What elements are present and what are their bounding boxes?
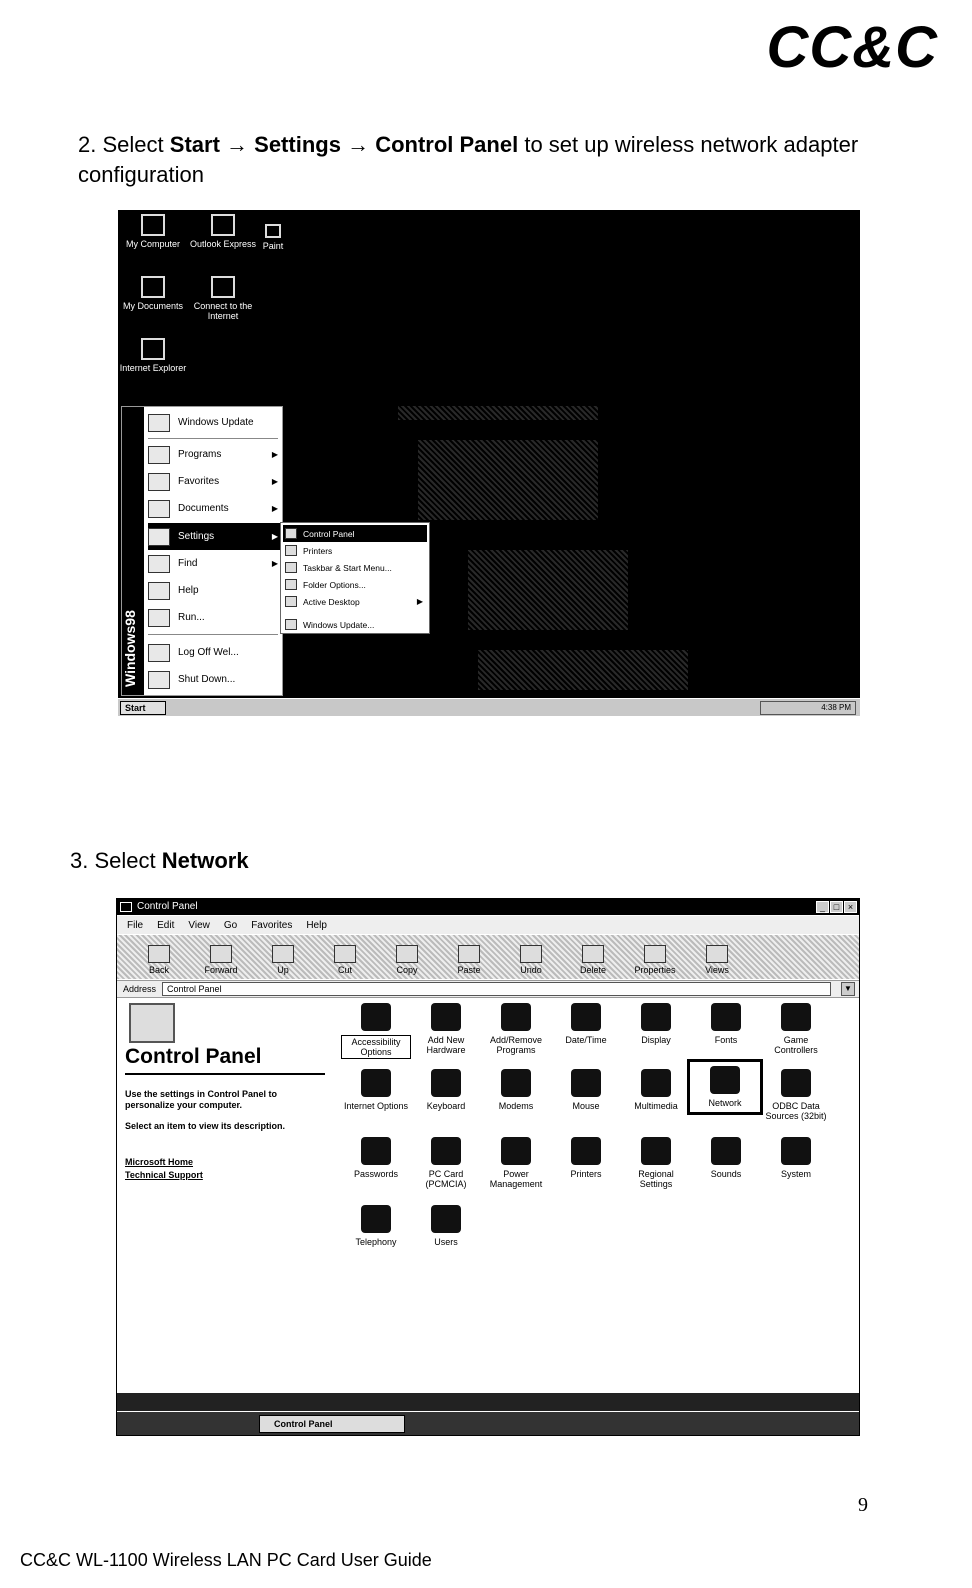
cp-add-remove-programs[interactable]: Add/Remove Programs	[481, 1003, 551, 1055]
cp-telephony[interactable]: Telephony	[341, 1205, 411, 1247]
menu-view[interactable]: View	[188, 919, 210, 931]
connect-icon	[211, 276, 235, 298]
menu-file[interactable]: File	[127, 919, 144, 931]
keys-icon	[361, 1137, 391, 1165]
printer-icon	[571, 1137, 601, 1165]
menu-run[interactable]: Run...	[148, 604, 282, 631]
shut-down-icon	[148, 671, 170, 689]
ie-icon	[141, 338, 165, 360]
menu-find[interactable]: Find ▶	[148, 550, 282, 577]
pane-title: Control Panel	[125, 1045, 262, 1068]
chevron-down-icon[interactable]: ▼	[841, 982, 855, 996]
submenu-active-desktop[interactable]: Active Desktop ▶	[283, 593, 427, 610]
help-icon	[148, 582, 170, 600]
programs-icon	[148, 446, 170, 464]
up-folder-icon	[272, 945, 294, 963]
start-button[interactable]: Start	[120, 701, 166, 715]
copy-icon	[396, 945, 418, 963]
status-bar	[117, 1393, 859, 1411]
menu-log-off[interactable]: Log Off Wel...	[148, 639, 282, 666]
submenu-arrow-icon: ▶	[271, 559, 278, 568]
background-noise	[398, 406, 598, 420]
submenu-arrow-icon: ▶	[416, 597, 423, 606]
submenu-control-panel[interactable]: Control Panel	[283, 525, 427, 542]
cp-passwords[interactable]: Passwords	[341, 1137, 411, 1179]
menu-favorites[interactable]: Favorites	[251, 919, 293, 931]
outlook-icon	[211, 214, 235, 236]
cp-display[interactable]: Display	[621, 1003, 691, 1045]
submenu-folder-options[interactable]: Folder Options...	[283, 576, 427, 593]
cp-power-management[interactable]: Power Management	[481, 1137, 551, 1189]
system-icon	[781, 1137, 811, 1165]
control-panel-window	[116, 898, 860, 1436]
telephone-icon	[361, 1205, 391, 1233]
menu-favorites[interactable]: Favorites ▶	[148, 468, 282, 495]
microsoft-home-link[interactable]: Microsoft Home	[125, 1157, 194, 1167]
start-menu	[121, 406, 283, 696]
copy-button[interactable]: Copy	[385, 945, 429, 975]
cp-network[interactable]: Network	[687, 1059, 763, 1115]
cp-internet-options[interactable]: Internet Options	[341, 1069, 411, 1111]
cp-users[interactable]: Users	[411, 1205, 481, 1247]
cp-pc-card[interactable]: PC Card (PCMCIA)	[411, 1137, 481, 1189]
desktop-icon-my-computer[interactable]: My Computer	[118, 214, 188, 249]
technical-support-link[interactable]: Technical Support	[125, 1170, 203, 1180]
taskbar	[117, 1412, 859, 1436]
minimize-icon[interactable]: _	[816, 901, 829, 913]
close-icon[interactable]: ×	[844, 901, 857, 913]
forward-button[interactable]: Forward	[199, 945, 243, 975]
background-noise	[418, 440, 598, 520]
windows-update-icon	[285, 619, 297, 630]
control-panel-large-icon	[129, 1003, 175, 1043]
cp-system[interactable]: System	[761, 1137, 831, 1179]
cp-regional-settings[interactable]: Regional Settings	[621, 1137, 691, 1189]
active-desktop-icon	[285, 596, 297, 607]
documents-icon	[148, 500, 170, 518]
address-input[interactable]: Control Panel	[162, 982, 831, 996]
power-icon	[501, 1137, 531, 1165]
menu-go[interactable]: Go	[223, 919, 238, 931]
cp-date-time[interactable]: Date/Time	[551, 1003, 621, 1045]
background-noise	[478, 650, 688, 690]
desktop-icon-connect[interactable]: Connect to the Internet	[188, 276, 258, 321]
taskbar-clock: 4:38 PM	[760, 701, 856, 715]
speaker-icon	[711, 1137, 741, 1165]
desktop-icon-outlook[interactable]: Outlook Express	[188, 214, 258, 249]
undo-button[interactable]: Undo	[509, 945, 553, 975]
step-3-instruction: 3. Select Network	[70, 848, 249, 873]
cut-button[interactable]: Cut	[323, 945, 367, 975]
paste-icon	[458, 945, 480, 963]
users-icon	[431, 1205, 461, 1233]
submenu-arrow-icon: ▶	[271, 450, 278, 459]
computer-icon	[141, 214, 165, 236]
delete-button[interactable]: Delete	[571, 945, 615, 975]
step-control-panel: Control Panel	[375, 132, 519, 157]
multimedia-icon	[641, 1069, 671, 1097]
taskbar-control-panel-button[interactable]: Control Panel	[259, 1415, 405, 1433]
taskbar	[118, 698, 860, 716]
window-titlebar: Control Panel _ □ ×	[117, 899, 859, 915]
views-button[interactable]: Views	[695, 945, 739, 975]
step-start: Start	[169, 132, 220, 157]
desktop-icon-my-documents[interactable]: My Documents	[118, 276, 188, 311]
desktop-screenshot	[118, 210, 860, 716]
paint-icon	[265, 224, 281, 238]
internet-icon	[361, 1069, 391, 1097]
menu-documents[interactable]: Documents ▶	[148, 495, 282, 522]
network-icon	[710, 1066, 740, 1094]
properties-icon	[644, 945, 666, 963]
undo-icon	[520, 945, 542, 963]
page-number: 9	[858, 1494, 868, 1516]
pane-divider	[125, 1073, 325, 1075]
web-view-pane	[125, 1003, 335, 1283]
paste-button[interactable]: Paste	[447, 945, 491, 975]
keyboard-icon	[431, 1069, 461, 1097]
toolbar	[117, 935, 859, 979]
forward-arrow-icon	[210, 945, 232, 963]
submenu-taskbar[interactable]: Taskbar & Start Menu...	[283, 559, 427, 576]
cp-sounds[interactable]: Sounds	[691, 1137, 761, 1179]
pane-hint: Select an item to view its description.	[125, 1121, 286, 1131]
menu-edit[interactable]: Edit	[157, 919, 175, 931]
delete-icon	[582, 945, 604, 963]
properties-button[interactable]: Properties	[633, 945, 677, 975]
step-2-instruction: 2. Select Start → Settings → Control Panel to set up wireless network adapter configuration	[78, 132, 859, 187]
calendar-icon	[571, 1003, 601, 1031]
folder-options-icon	[285, 579, 297, 590]
folder-icon	[141, 276, 165, 298]
cp-keyboard[interactable]: Keyboard	[411, 1069, 481, 1111]
accessibility-icon	[361, 1003, 391, 1031]
cp-add-new-hardware[interactable]: Add New Hardware	[411, 1003, 481, 1055]
address-label: Address	[123, 984, 157, 994]
menu-programs[interactable]: Programs ▶	[148, 441, 282, 468]
menu-bar	[117, 916, 859, 934]
printer-icon	[285, 545, 297, 556]
mouse-icon	[571, 1069, 601, 1097]
log-off-icon	[148, 644, 170, 662]
cp-fonts[interactable]: Fonts	[691, 1003, 761, 1045]
cp-game-controllers[interactable]: Game Controllers	[761, 1003, 831, 1055]
menu-settings[interactable]: Settings ▶	[148, 523, 282, 550]
monitor-icon	[641, 1003, 671, 1031]
hardware-icon	[431, 1003, 461, 1031]
scissors-icon	[334, 945, 356, 963]
globe-icon	[641, 1137, 671, 1165]
pane-description: Use the settings in Control Panel to personalize your computer.	[125, 1089, 278, 1110]
menu-windows-update[interactable]: Windows Update	[148, 409, 282, 436]
page-footer: CC&C WL-1100 Wireless LAN PC Card User Guide	[20, 1550, 432, 1570]
menu-help[interactable]: Help	[306, 919, 327, 931]
submenu-arrow-icon: ▶	[271, 504, 278, 513]
desktop-icon-ie[interactable]: Internet Explorer	[118, 338, 188, 373]
settings-icon	[148, 528, 170, 546]
programs-icon	[501, 1003, 531, 1031]
cp-accessibility-options[interactable]: Accessibility Options	[341, 1003, 411, 1059]
submenu-printers[interactable]: Printers	[283, 542, 427, 559]
control-panel-icon	[120, 902, 132, 912]
cp-mouse[interactable]: Mouse	[551, 1069, 621, 1111]
pc-card-icon	[431, 1137, 461, 1165]
submenu-arrow-icon: ▶	[271, 532, 278, 541]
step-network: Network	[161, 848, 249, 873]
windows-update-icon	[148, 414, 170, 432]
cp-odbc-data-sources[interactable]: ODBC Data Sources (32bit)	[761, 1069, 831, 1121]
modem-icon	[501, 1069, 531, 1097]
step-settings: Settings	[254, 132, 341, 157]
back-button[interactable]: Back	[137, 945, 181, 975]
submenu-arrow-icon: ▶	[271, 477, 278, 486]
menu-separator	[148, 438, 278, 439]
brand-logo: CC&C	[766, 15, 938, 80]
maximize-icon[interactable]: □	[830, 901, 843, 913]
start-menu-brand-strip: Windows98	[122, 407, 144, 695]
control-panel-icon	[285, 528, 297, 539]
cp-printers[interactable]: Printers	[551, 1137, 621, 1179]
database-icon	[781, 1069, 811, 1097]
favorites-icon	[148, 473, 170, 491]
menu-help[interactable]: Help	[148, 577, 282, 604]
taskbar-icon	[285, 562, 297, 573]
run-icon	[148, 609, 170, 627]
submenu-windows-update[interactable]: Windows Update...	[283, 616, 427, 633]
desktop-icon-paint[interactable]: Paint	[240, 224, 306, 251]
back-arrow-icon	[148, 945, 170, 963]
fonts-icon	[711, 1003, 741, 1031]
menu-separator	[148, 634, 278, 635]
address-bar	[117, 980, 859, 998]
settings-submenu	[280, 522, 430, 634]
find-icon	[148, 555, 170, 573]
cp-modems[interactable]: Modems	[481, 1069, 551, 1111]
menu-shut-down[interactable]: Shut Down...	[148, 666, 282, 693]
cp-multimedia[interactable]: Multimedia	[621, 1069, 691, 1111]
background-noise	[468, 550, 628, 630]
up-button[interactable]: Up	[261, 945, 305, 975]
views-icon	[706, 945, 728, 963]
joystick-icon	[781, 1003, 811, 1031]
